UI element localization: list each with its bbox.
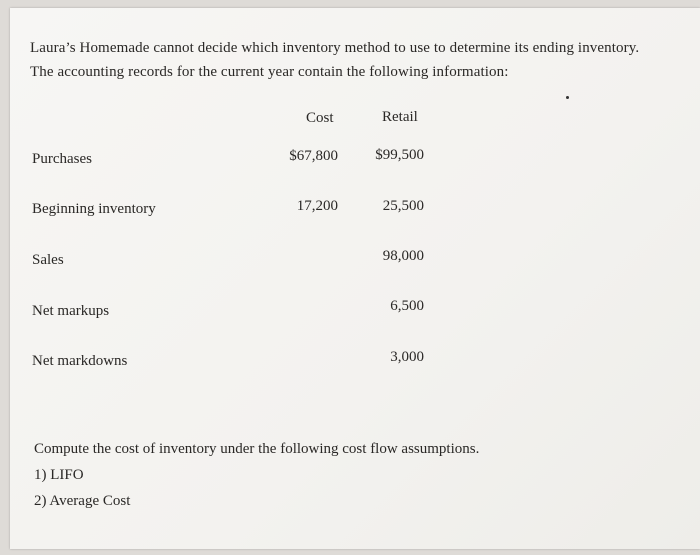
intro-line-1: Laura’s Homemade cannot decide which inventory method to use to determine its ending inventory. (30, 40, 640, 56)
stray-dot (566, 96, 569, 99)
question-prompt: Compute the cost of inventory under the following cost flow assumptions. (34, 441, 480, 457)
intro-text (30, 36, 690, 84)
intro-line-2: The accounting records for the current year contain the following information: (30, 64, 509, 80)
header-cost: Cost (306, 110, 334, 126)
row-label-net-markups: Net markups (32, 303, 110, 319)
cell-sales-retail: 98,000 (382, 248, 424, 264)
cell-net-markdowns-retail: 3,000 (390, 349, 424, 365)
row-label-beginning-inventory: Beginning inventory (32, 201, 156, 217)
header-retail: Retail (382, 109, 418, 125)
question-item-average-cost: 2) Average Cost (34, 493, 131, 509)
cell-purchases-retail: $99,500 (375, 147, 424, 163)
question-block (34, 436, 479, 514)
row-label-net-markdowns: Net markdowns (32, 353, 128, 369)
cell-net-markups-retail: 6,500 (390, 298, 424, 314)
cell-beginning-inventory-cost: 17,200 (296, 198, 338, 214)
document-page (10, 8, 700, 549)
row-label-sales: Sales (32, 252, 64, 268)
row-label-purchases: Purchases (32, 151, 92, 167)
question-item-lifo: 1) LIFO (34, 467, 84, 483)
cell-beginning-inventory-retail: 25,500 (382, 198, 424, 214)
cell-purchases-cost: $67,800 (289, 148, 338, 164)
